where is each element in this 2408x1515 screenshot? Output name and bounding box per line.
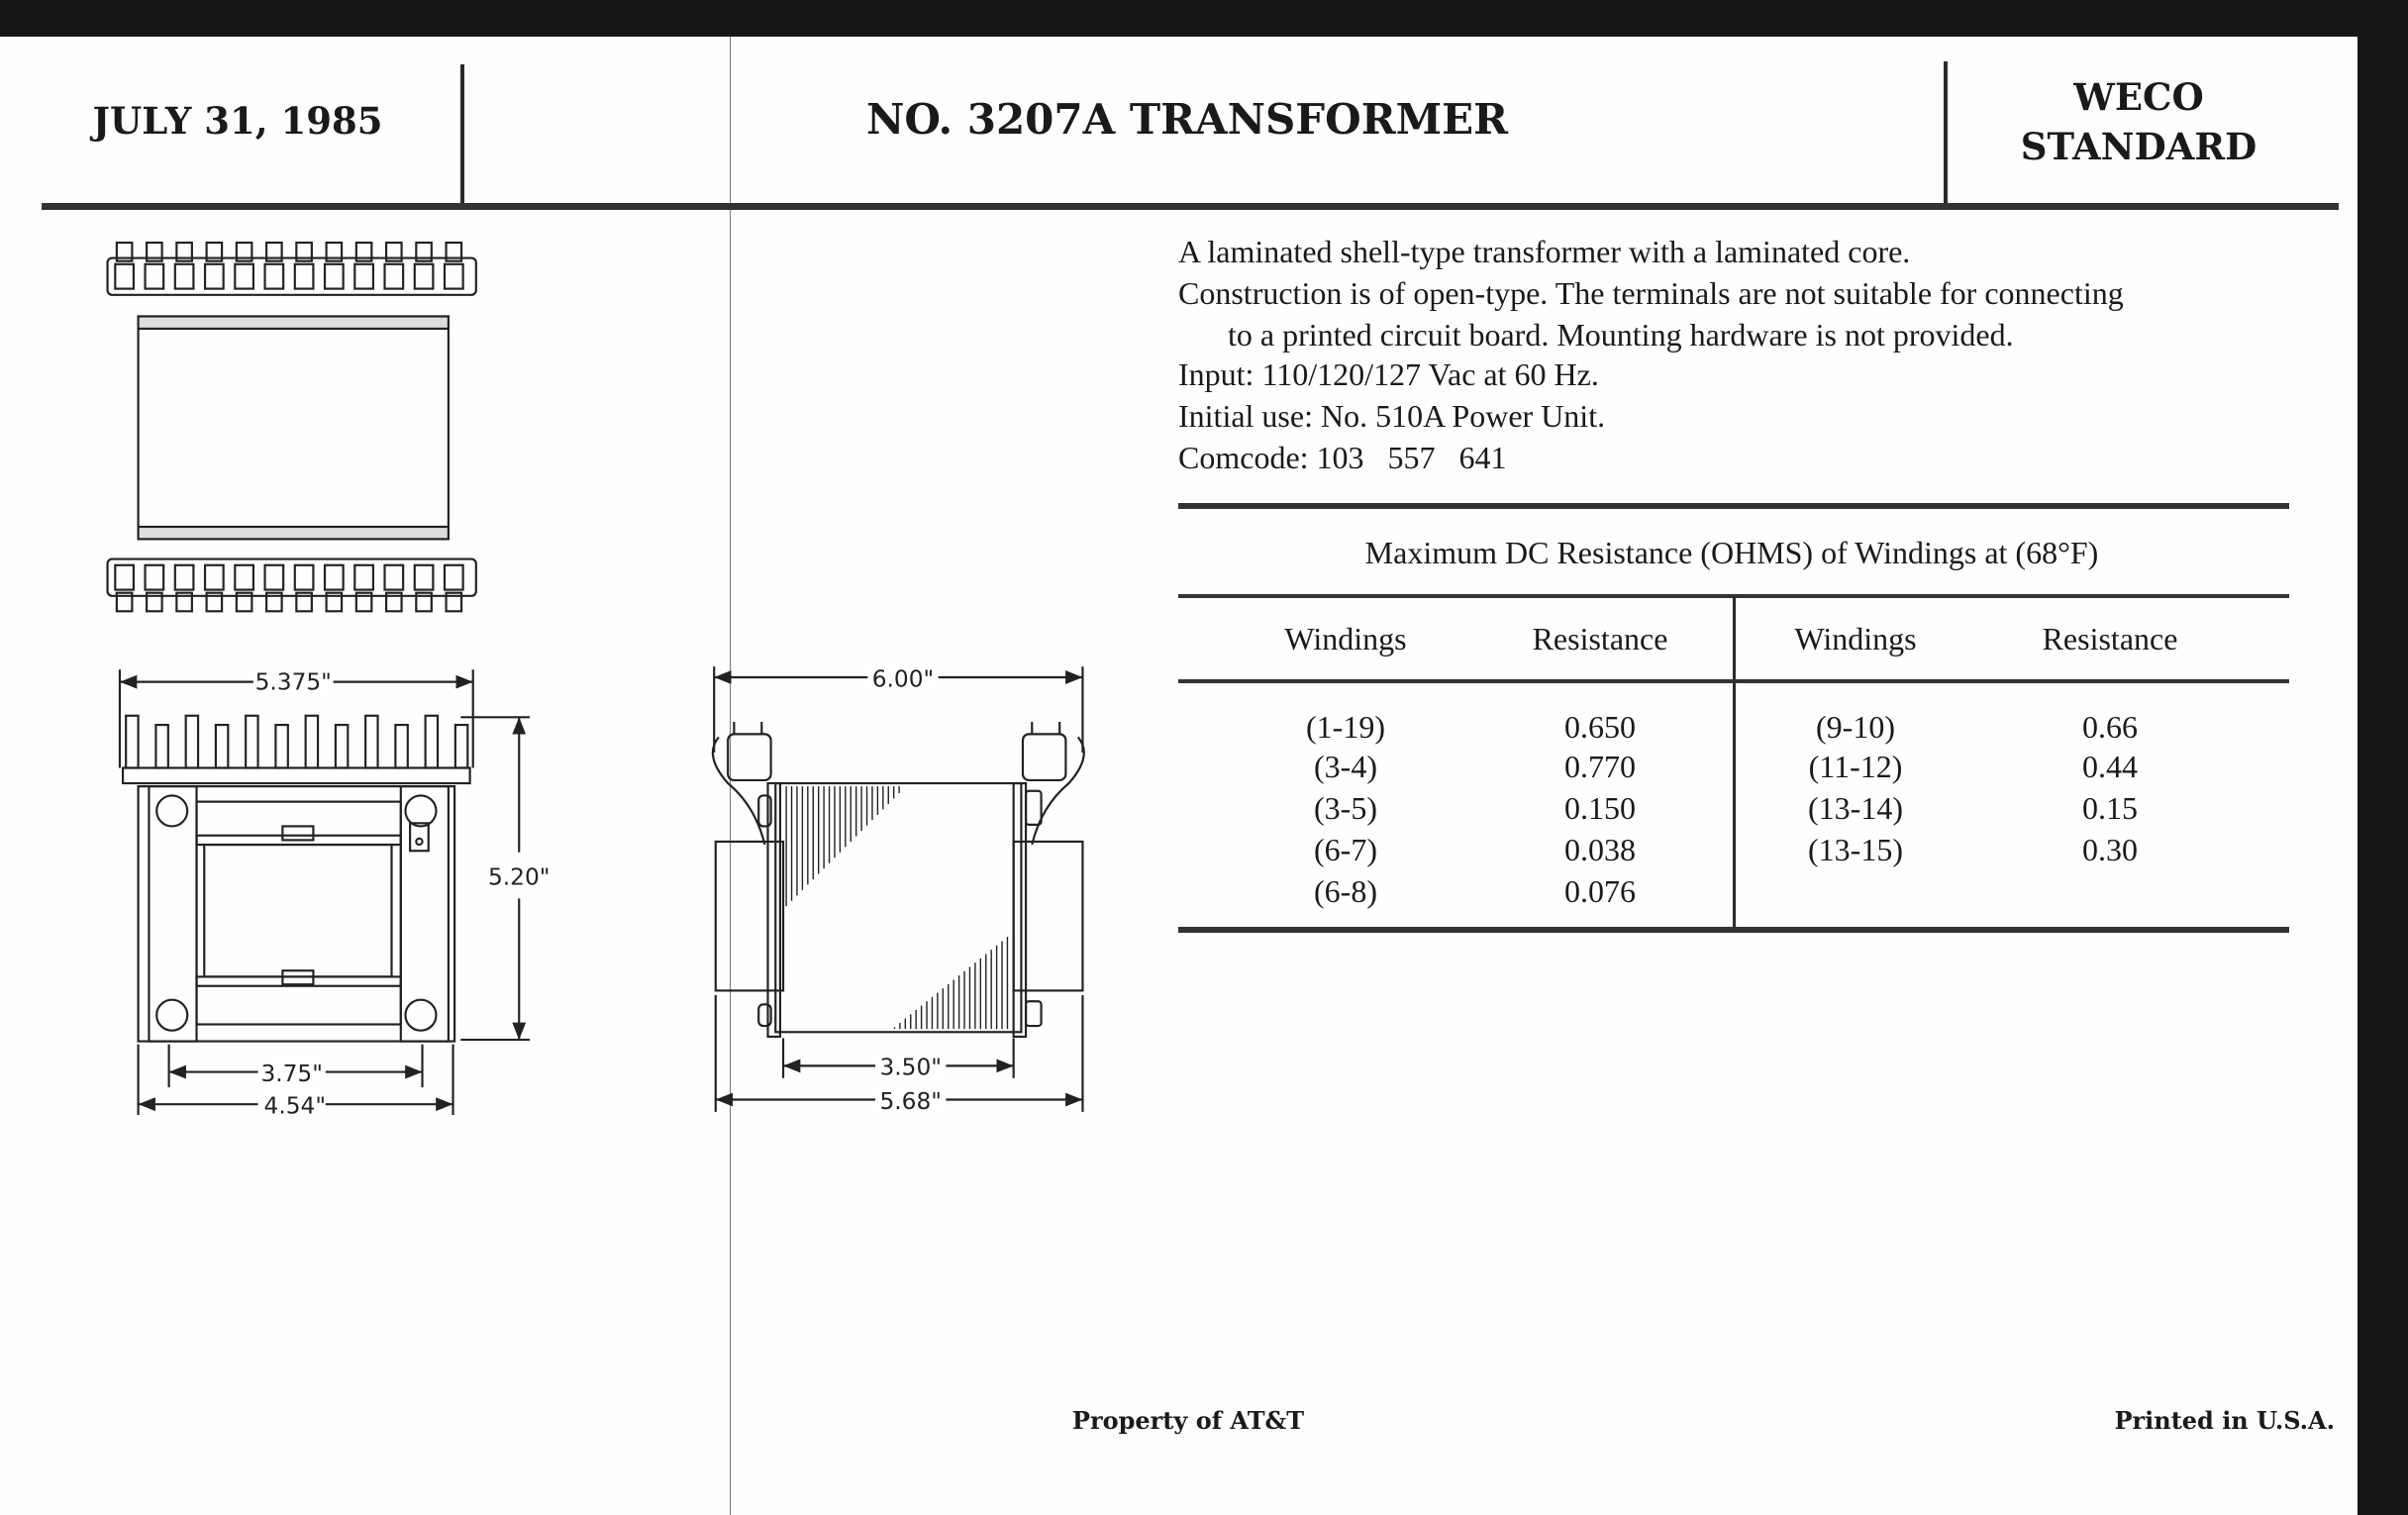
- standard-label-line2: STANDARD: [2020, 125, 2258, 168]
- terminal-lug: [205, 565, 224, 590]
- terminal-pin: [246, 716, 257, 768]
- terminal-pin: [216, 725, 228, 767]
- terminal-pin: [186, 716, 198, 768]
- description-line: to a printed circuit board. Mounting hardware is not provided.: [1228, 317, 2014, 353]
- winding-cell: (3-5): [1314, 790, 1377, 826]
- terminal-lug: [445, 264, 463, 289]
- terminal-pin: [306, 716, 318, 768]
- terminal-lug: [235, 264, 253, 289]
- terminal-lug: [235, 565, 253, 590]
- terminal-lug: [265, 565, 284, 590]
- winding-cell: (13-14): [1808, 790, 1903, 826]
- side-view-drawing: [713, 666, 1084, 1112]
- terminal-lug: [265, 264, 284, 289]
- terminal-lug: [354, 264, 373, 289]
- terminal-lug: [115, 264, 134, 289]
- terminal-lug: [175, 264, 194, 289]
- page-title: NO. 3207A TRANSFORMER: [865, 95, 1509, 144]
- terminal-lug: [325, 264, 344, 289]
- resistance-cell: 0.66: [2082, 709, 2138, 745]
- input-spec: Input: 110/120/127 Vac at 60 Hz.: [1178, 356, 1599, 392]
- terminal-lug: [415, 264, 434, 289]
- initial-use: Initial use: No. 510A Power Unit.: [1178, 398, 1606, 434]
- dimension-label: 3.75": [260, 1060, 323, 1087]
- property-notice: Property of AT&T: [1071, 1406, 1305, 1435]
- terminal-lug: [146, 565, 164, 590]
- column-header: Resistance: [2042, 621, 2178, 656]
- dimension-label: 5.20": [488, 863, 551, 891]
- dimension-label: 4.54": [263, 1092, 327, 1120]
- terminal-lug: [146, 264, 164, 289]
- resistance-cell: 0.038: [1564, 832, 1636, 867]
- terminal-pin: [126, 716, 138, 768]
- winding-cell: (6-7): [1314, 832, 1377, 867]
- winding-cell: (6-8): [1314, 873, 1377, 909]
- table-title: Maximum DC Resistance (OHMS) of Windings at (68°F): [1364, 535, 2099, 570]
- terminal-lug: [445, 565, 463, 590]
- dimension-label: 5.375": [254, 668, 332, 696]
- terminal-lug: [385, 565, 404, 590]
- front-view-drawing: [120, 669, 530, 1115]
- terminal-pin: [395, 725, 407, 767]
- winding-cell: (9-10): [1816, 709, 1895, 745]
- resistance-cell: 0.44: [2082, 749, 2138, 784]
- resistance-cell: 0.150: [1564, 790, 1636, 826]
- winding-cell: (13-15): [1808, 832, 1903, 867]
- terminal-lug: [205, 264, 224, 289]
- description-line: Construction is of open-type. The terminals are not suitable for connecting: [1178, 275, 2124, 311]
- printed-notice: Printed in U.S.A.: [2114, 1406, 2335, 1435]
- dimension-label: 5.68": [879, 1087, 942, 1115]
- sheet-date: JULY 31, 1985: [92, 99, 383, 143]
- terminal-lug: [295, 264, 314, 289]
- terminal-pin: [155, 725, 167, 767]
- terminal-pin: [455, 725, 467, 767]
- dimension-label: 3.50": [879, 1054, 942, 1081]
- terminal-lug: [115, 565, 134, 590]
- resistance-cell: 0.650: [1564, 709, 1636, 745]
- column-header: Windings: [1794, 621, 1917, 656]
- winding-cell: (11-12): [1808, 749, 1903, 784]
- standard-label-line1: WECO: [2073, 75, 2204, 119]
- terminal-lug: [415, 565, 434, 590]
- terminal-lug: [325, 565, 344, 590]
- terminal-pin: [275, 725, 287, 767]
- terminal-pin: [336, 725, 348, 767]
- top-view-drawing: [108, 243, 476, 611]
- resistance-cell: 0.770: [1564, 749, 1636, 784]
- terminal-pin: [365, 716, 377, 768]
- resistance-cell: 0.15: [2082, 790, 2138, 826]
- terminal-lug: [175, 565, 194, 590]
- column-header: Resistance: [1532, 621, 1668, 656]
- comcode: Comcode: 103 557 641: [1178, 440, 1507, 475]
- resistance-cell: 0.30: [2082, 832, 2138, 867]
- dimension-label: 6.00": [871, 665, 935, 693]
- terminal-lug: [354, 565, 373, 590]
- terminal-pin: [426, 716, 438, 768]
- terminal-lug: [385, 264, 404, 289]
- resistance-cell: 0.076: [1564, 873, 1636, 909]
- description-line: A laminated shell-type transformer with a laminated core.: [1178, 234, 1911, 269]
- winding-cell: (3-4): [1314, 749, 1377, 784]
- winding-cell: (1-19): [1306, 709, 1385, 745]
- column-header: Windings: [1284, 621, 1407, 656]
- terminal-lug: [295, 565, 314, 590]
